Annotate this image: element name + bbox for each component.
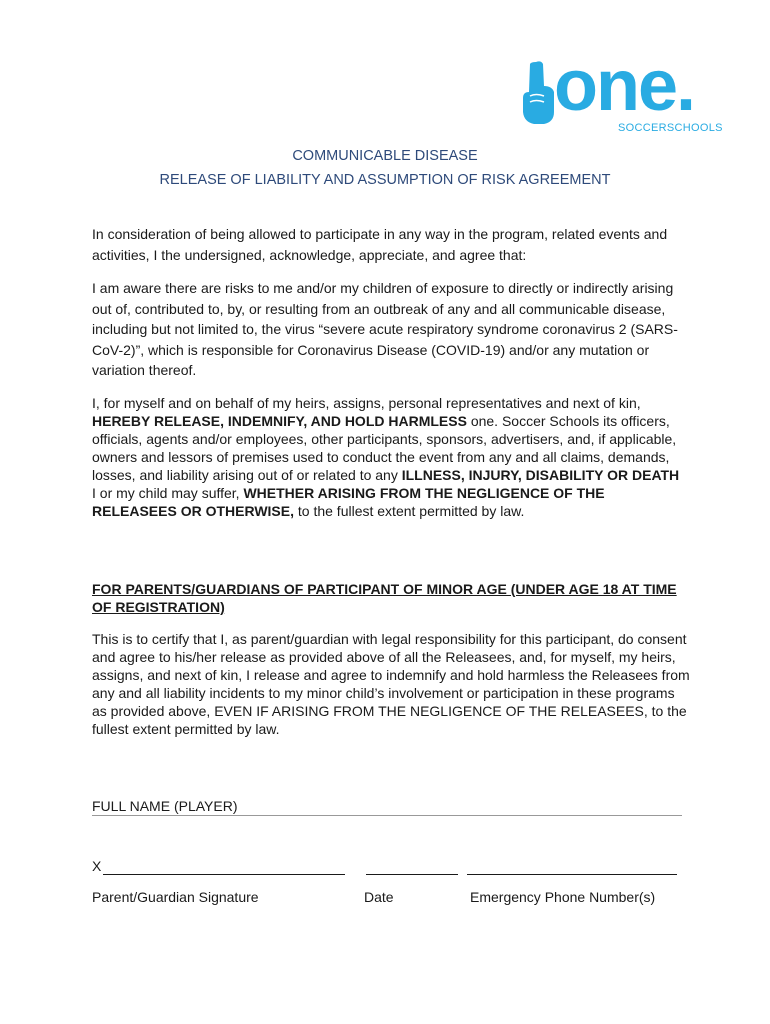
risk-awareness-paragraph: I am aware there are risks to me and/or my children of exposure to directly or indirectly arising out of, contributed to, by, or resulting from an outbreak of any and all communicable disease, including but not limited to, the virus “severe acute respiratory syndrome coronavirus 2 (SARS-CoV-2)”, which is responsible for Coronavirus Disease (COVID-19) and/or any mutation or variation thereof.	[92, 280, 678, 378]
release-paragraph: I, for myself and on behalf of my heirs, assigns, personal representatives and next of kin, HEREBY RELEASE, INDEMNIFY, AND HOLD HARMLESS one. Soccer Schools its officers, officials, agents and/or employees, other participants, sponsors, advertisers, and, if applicable, owners and lessors of premises used to conduct the event from any and all claims, demands, losses, and liability arising out of or related to any ILLNESS, INJURY, DISABILITY OR DEATH I or my child may suffer, WHETHER ARISING FROM THE NEGLIGENCE OF THE RELEASEES OR OTHERWISE, to the fullest extent permitted by law.	[92, 395, 680, 519]
full-name-field[interactable]	[92, 798, 682, 816]
parent-signature-field[interactable]	[103, 874, 345, 875]
logo-wordmark: one.	[554, 46, 695, 126]
logo-subtitle: SOCCERSCHOOLS	[618, 122, 723, 134]
full-name-label: FULL NAME (PLAYER)	[92, 798, 238, 814]
logo	[520, 46, 723, 138]
document-title: COMMUNICABLE DISEASE	[292, 148, 478, 164]
emergency-phone-field[interactable]	[467, 874, 677, 875]
parent-signature-label: Parent/Guardian Signature	[92, 889, 259, 905]
emergency-phone-label: Emergency Phone Number(s)	[470, 889, 656, 905]
minor-section-heading: FOR PARENTS/GUARDIANS OF PARTICIPANT OF MINOR AGE (UNDER AGE 18 AT TIME OF REGISTRATION)	[92, 581, 677, 615]
date-field[interactable]	[366, 874, 458, 875]
hand-one-finger-icon	[522, 60, 556, 126]
document-subtitle: RELEASE OF LIABILITY AND ASSUMPTION OF RISK AGREEMENT	[159, 172, 611, 188]
date-label: Date	[364, 889, 394, 905]
guardian-paragraph: This is to certify that I, as parent/guardian with legal responsibility for this participant, do consent and agree to his/her release as provided above of all the Releasees, and, for myself, my heirs, assigns, and next of kin, I release and agree to indemnify and hold harmless the Releasees from any and all liability incidents to my minor child’s involvement or participation in these programs as provided above, EVEN IF ARISING FROM THE NEGLIGENCE OF THE RELEASEES, to the fullest extent permitted by law.	[92, 631, 690, 737]
signature-x-mark: X	[92, 858, 102, 874]
intro-paragraph: In consideration of being allowed to participate in any way in the program, related events and activities, I the undersigned, acknowledge, appreciate, and agree that:	[92, 226, 668, 263]
